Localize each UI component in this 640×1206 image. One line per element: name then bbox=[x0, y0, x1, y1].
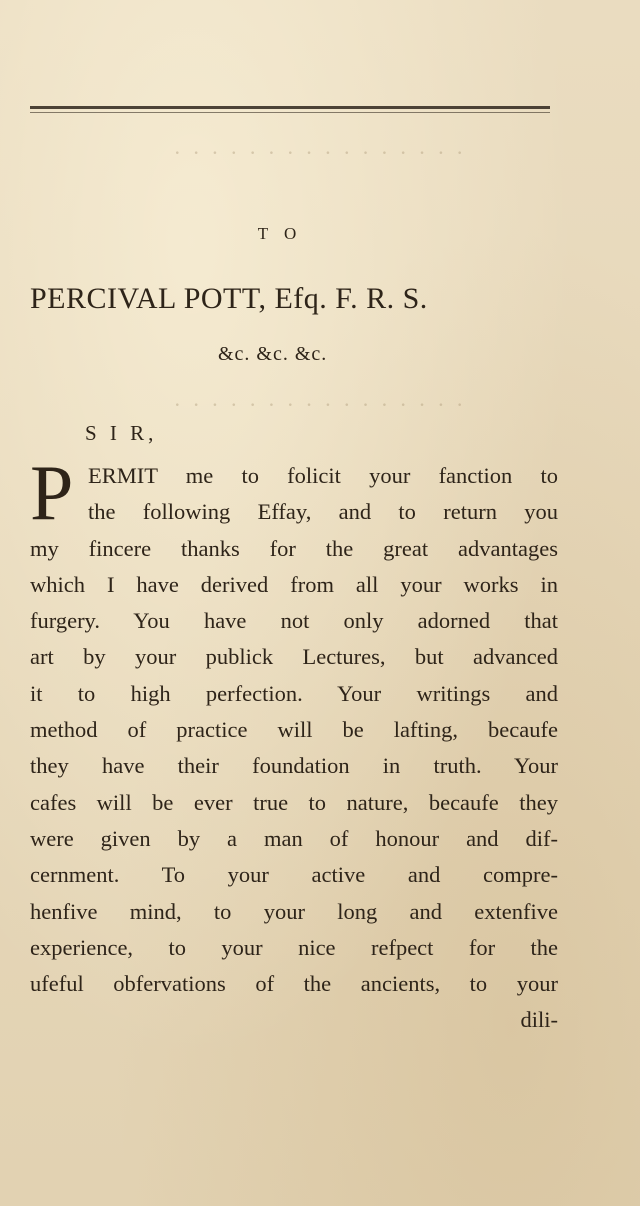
body-line: ufeful obfervations of the ancients, to your bbox=[30, 971, 558, 997]
body-line: experience, to your nice refpect for the bbox=[30, 934, 558, 960]
catchword: dili- bbox=[520, 1007, 558, 1033]
body-line: it to high perfection. Your writings and bbox=[30, 680, 558, 706]
body-line: art by your publick Lectures, but advanced bbox=[30, 644, 558, 670]
body-line: furgery. You have not only adorned that bbox=[30, 608, 558, 634]
body-line: my fincere thanks for the great advantages bbox=[30, 535, 558, 561]
body-line: method of practice will be lafting, becaufe bbox=[30, 717, 558, 743]
body-line: the following Effay, and to return you bbox=[88, 499, 558, 525]
body-line: cernment. To your active and compre- bbox=[30, 862, 558, 888]
bleed-through-text: · · · · · · · · · · · · · · · · bbox=[173, 392, 467, 417]
dedicatee-etc: &c. &c. &c. bbox=[218, 343, 328, 365]
letter-body bbox=[30, 458, 558, 1039]
body-line: henfive mind, to your long and extenfive bbox=[30, 898, 558, 924]
drop-cap: P bbox=[30, 460, 74, 526]
header-rule-thick bbox=[30, 106, 550, 109]
body-line: were given by a man of honour and dif- bbox=[30, 825, 558, 851]
dedicatee-name: PERCIVAL POTT, Efq. F. R. S. bbox=[30, 282, 428, 315]
body-line: they have their foundation in truth. Your bbox=[30, 753, 558, 779]
header-rule-thin bbox=[30, 112, 550, 113]
dedication-to: T O bbox=[257, 224, 303, 243]
bleed-through-text: · · · · · · · · · · · · · · · · bbox=[173, 140, 467, 165]
salutation: S I R, bbox=[85, 421, 158, 445]
body-line: which I have derived from all your works in bbox=[30, 571, 558, 597]
body-line: ERMIT me to folicit your fanction to bbox=[88, 463, 558, 488]
body-line: cafes will be ever true to nature, becaufe they bbox=[30, 789, 558, 815]
